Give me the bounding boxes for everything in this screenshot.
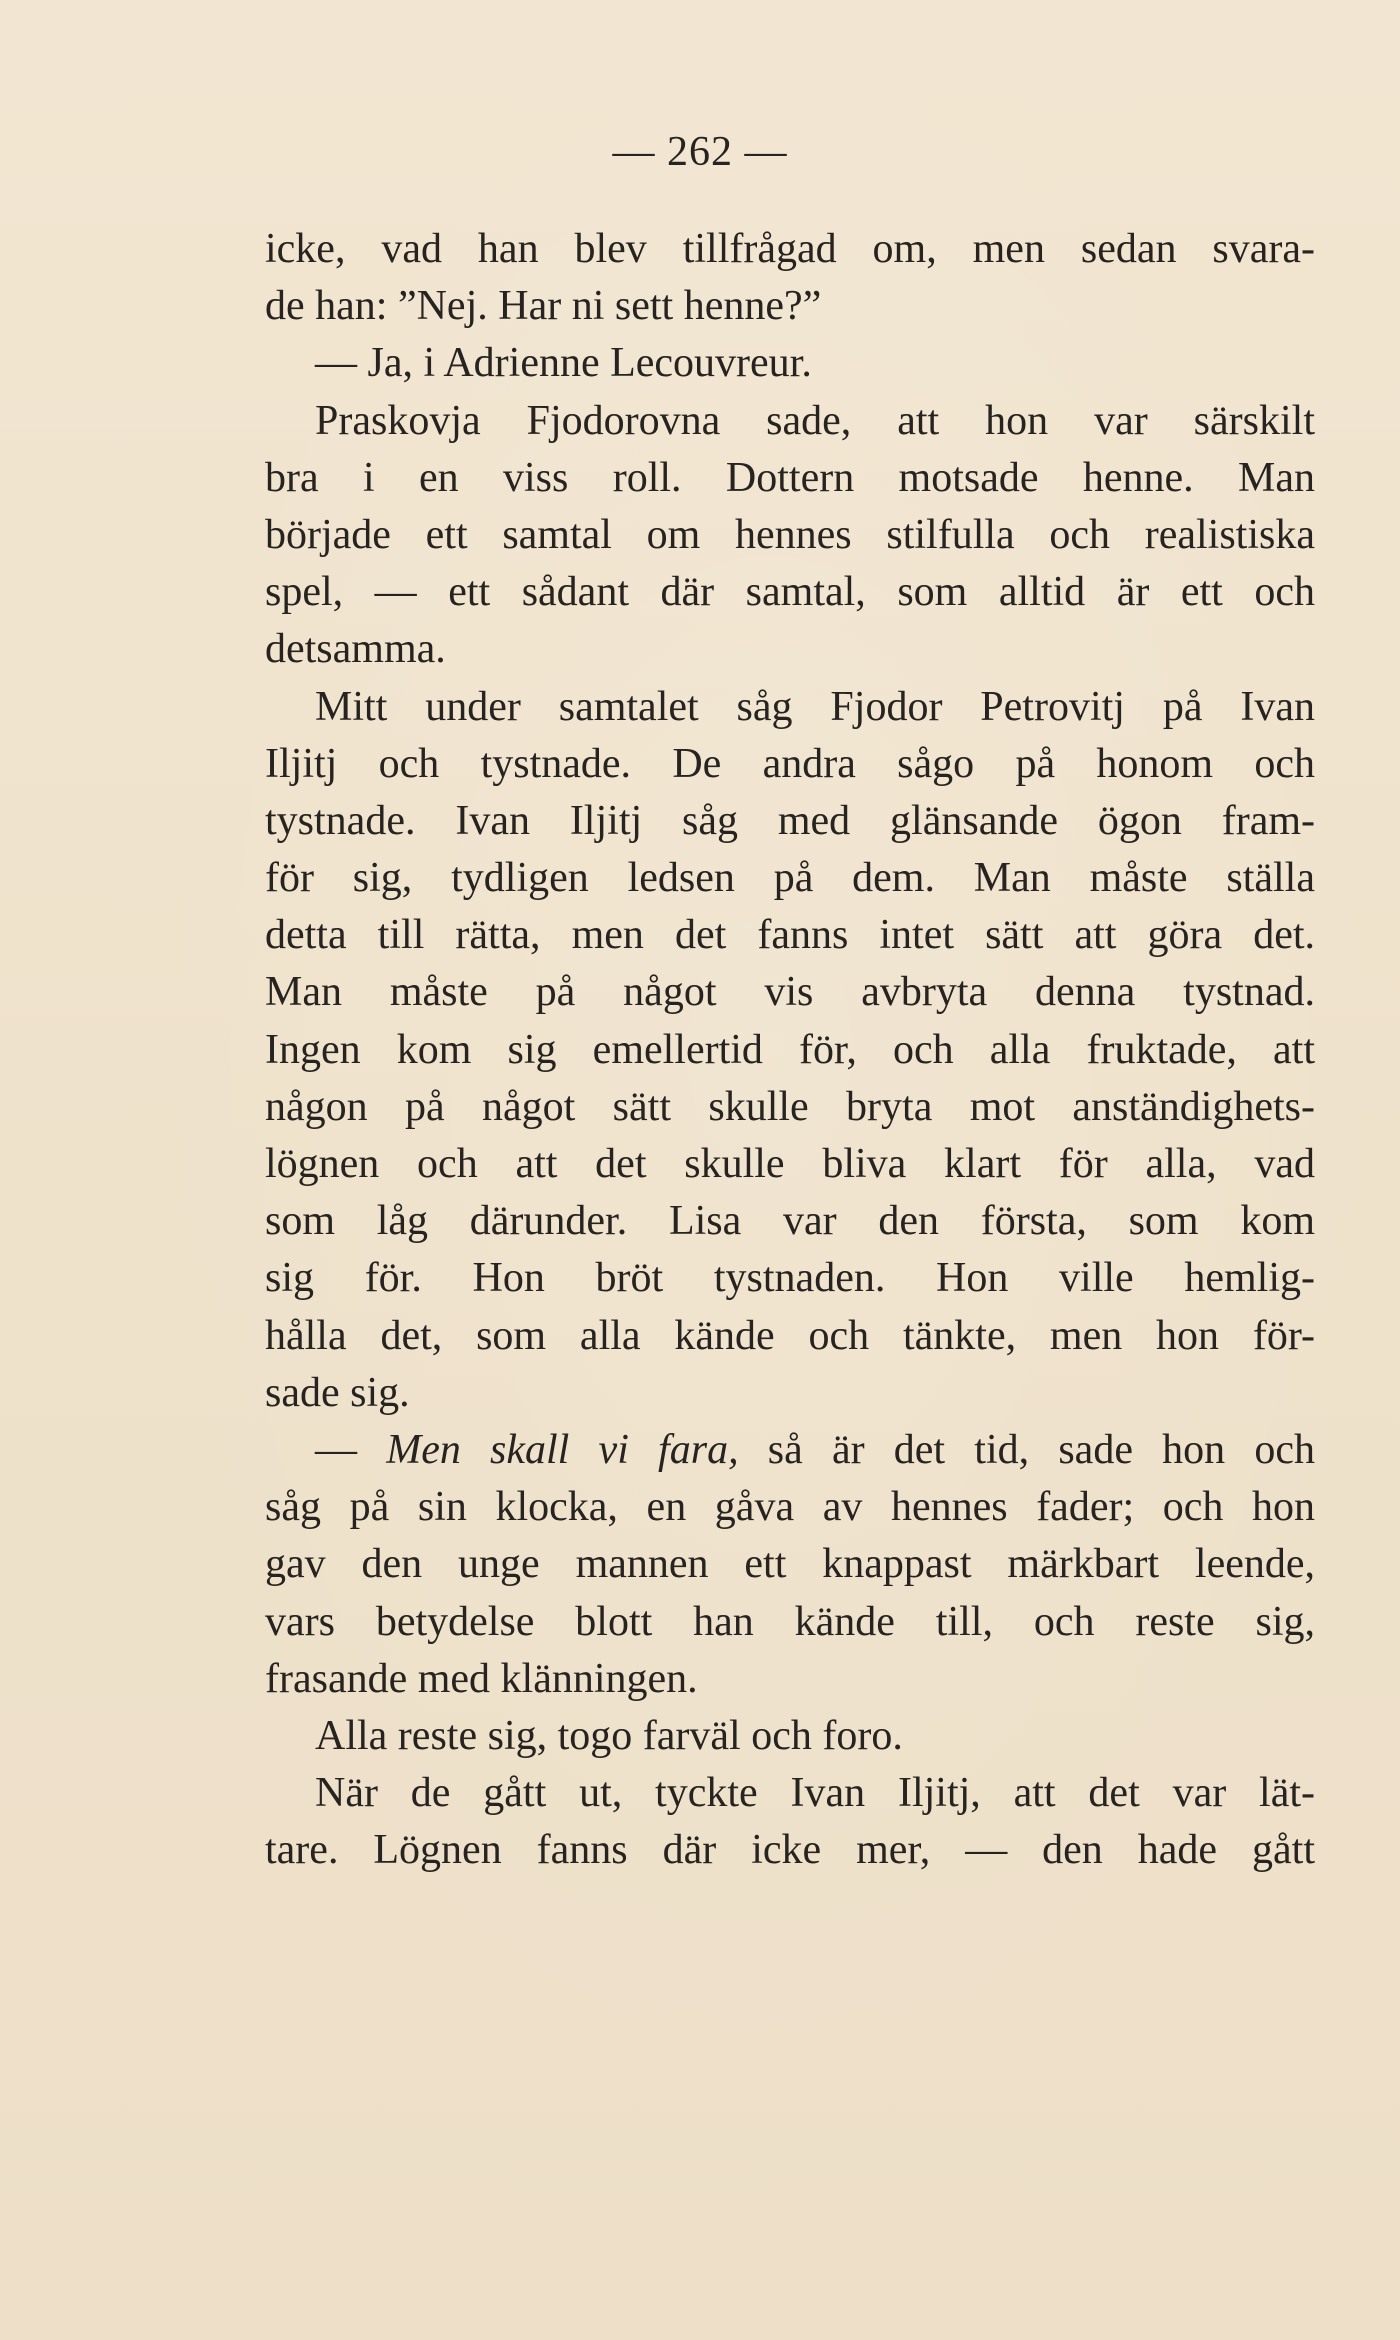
text-line: detta till rätta, men det fanns intet sätt att göra det. <box>265 912 1315 959</box>
text-line: lögnen och att det skulle bliva klart för alla, vad <box>265 1141 1315 1187</box>
text-segment: — <box>315 1426 387 1473</box>
text-line: sig för. Hon bröt tystnaden. Hon ville hemlig- <box>265 1255 1315 1302</box>
text-line: Alla reste sig, togo farväl och foro. <box>315 1712 903 1759</box>
text-line: Praskovja Fjodorovna sade, att hon var särskilt <box>315 397 1315 444</box>
text-line: När de gått ut, tyckte Ivan Iljitj, att det var lät- <box>315 1770 1315 1817</box>
text-line: Ingen kom sig emellertid för, och alla fruktade, att <box>265 1026 1315 1073</box>
text-line: vars betydelse blott han kände till, och reste sig, <box>265 1598 1315 1645</box>
text-line: de han: ”Nej. Har ni sett henne?” <box>265 283 822 330</box>
body-text <box>265 221 1315 1879</box>
text-line: bra i en viss roll. Dottern motsade henne. Man <box>265 454 1315 501</box>
text-line: Iljitj och tystnade. De andra sågo på honom och <box>265 740 1315 787</box>
text-line: tystnade. Ivan Iljitj såg med glänsande ögon fram- <box>265 797 1315 844</box>
text-line: hålla det, som alla kände och tänkte, men hon för- <box>265 1312 1315 1359</box>
text-line-with-italic <box>265 1422 1315 1479</box>
text-line: gav den unge mannen ett knappast märkbart leende, <box>265 1541 1315 1588</box>
text-line: spel, — ett sådant där samtal, som alltid är ett och <box>265 569 1315 616</box>
text-line: Man måste på något vis avbryta denna tystnad. <box>265 969 1315 1016</box>
text-line: började ett samtal om hennes stilfulla och realistiska <box>265 511 1315 558</box>
italic-speech: Men skall vi fara, <box>386 1426 739 1473</box>
text-line: tare. Lögnen fanns där icke mer, — den hade gått <box>265 1827 1315 1874</box>
text-line: för sig, tydligen ledsen på dem. Man måste ställa <box>265 855 1315 902</box>
text-line: Mitt under samtalet såg Fjodor Petrovitj på Ivan <box>315 683 1315 730</box>
text-line: som låg därunder. Lisa var den första, som kom <box>265 1198 1315 1245</box>
text-line: någon på något sätt skulle bryta mot anständighets- <box>265 1083 1315 1130</box>
text-line: icke, vad han blev tillfrågad om, men sedan svara- <box>265 226 1315 272</box>
text-line: sade sig. <box>265 1369 410 1416</box>
text-segment: så är det tid, sade hon och <box>738 1426 1315 1473</box>
page-number: — 262 — <box>612 129 788 175</box>
text-line: frasande med klänningen. <box>265 1655 698 1702</box>
text-line: såg på sin klocka, en gåva av hennes fader; och hon <box>265 1484 1315 1531</box>
text-line: — Ja, i Adrienne Lecouvreur. <box>315 340 812 387</box>
text-line: detsamma. <box>265 626 446 673</box>
